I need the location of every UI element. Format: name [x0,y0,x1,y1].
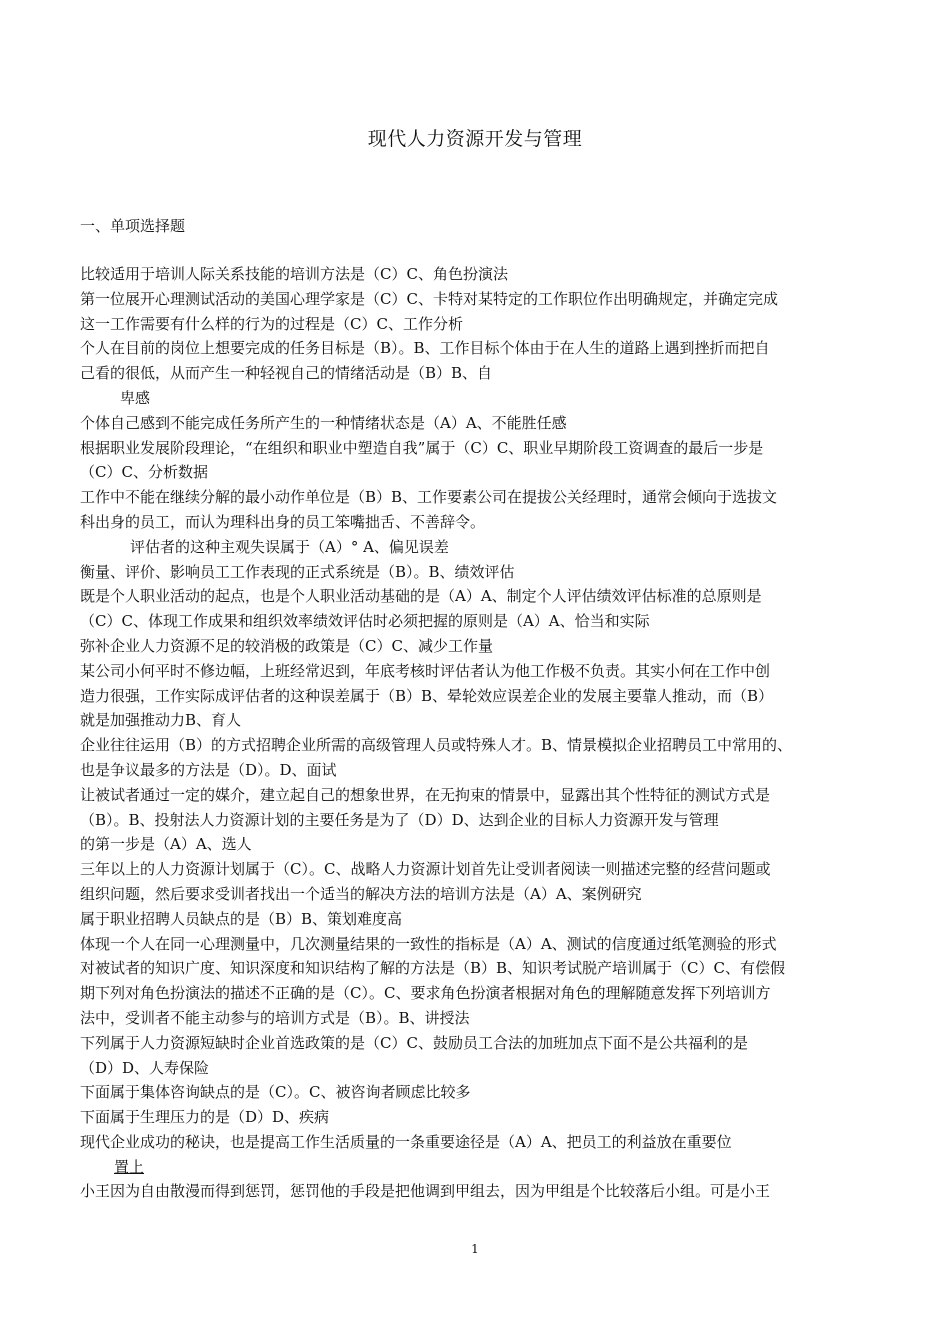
text-line: 工作中不能在继续分解的最小动作单位是（B）B、工作要素公司在提拔公关经理时，通常会倾向于选拔文 [80,488,778,507]
text-line: 评估者的这种主观失误属于（A）° A、偏见误差 [130,537,449,556]
text-line: 卑感 [120,388,151,407]
text-line: 也是争议最多的方法是（D）。D、面试 [80,760,337,779]
text-line: 就是加强推动力B、育人 [80,711,242,730]
section-heading: 一、单项选择题 [80,217,186,235]
text-line: 这一工作需要有什么样的行为的过程是（C）C、工作分析 [80,314,463,333]
text-line: 科出身的员工，而认为理科出身的员工笨嘴拙舌、不善辞令。 [80,512,486,531]
text-line: 企业往往运用（B）的方式招聘企业所需的高级管理人员或特殊人才。B、情景模拟企业招聘员工中常用的、 [80,736,793,755]
text-line: 三年以上的人力资源计划属于（C）。C、战略人力资源计划首先让受训者阅读一则描述完整的经营问题或 [80,860,771,879]
text-line: 第一位展开心理测试活动的美国心理学家是（C）C、卡特对某特定的工作职位作出明确规定，并确定完成 [80,289,778,308]
text-line: 根据职业发展阶段理论，“在组织和职业中塑造自我”属于（C）C、职业早期阶段工资调查的最后一步是 [80,438,764,457]
text-line: 组织问题，然后要求受训者找出一个适当的解决方法的培训方法是（A）A、案例研究 [80,884,642,903]
text-line: 衡量、评价、影响员工工作表现的正式系统是（B）。B、绩效评估 [80,562,515,581]
text-line: 对被试者的知识广度、知识深度和知识结构了解的方法是（B）B、知识考试脱产培训属于（C）C、有偿假 [80,959,786,978]
text-line: 小王因为自由散漫而得到惩罚，惩罚他的手段是把他调到甲组去，因为甲组是个比较落后小组。可是小王 [80,1182,771,1201]
document-title: 现代人力资源开发与管理 [367,128,583,150]
page-number: 1 [471,1242,479,1256]
text-line: 期下列对角色扮演法的描述不正确的是（C）。C、要求角色扮演者根据对角色的理解随意发挥下列培训方 [80,984,771,1003]
text-line: 下列属于人力资源短缺时企业首选政策的是（C）C、鼓励员工合法的加班加点下面不是公共福利的是 [80,1033,748,1052]
text-line: 既是个人职业活动的起点，也是个人职业活动基础的是（A）A、制定个人评估绩效评估标准的总原则是 [80,587,762,606]
text-line: 个人在目前的岗位上想要完成的任务目标是（B）。B、工作目标个体由于在人生的道路上遇到挫折而把自 [80,339,770,358]
text-line: （D）D、人寿保险 [80,1058,210,1077]
text-line: 某公司小何平时不修边幅，上班经常迟到，年底考核时评估者认为他工作极不负责。其实小何在工作中创 [80,661,771,680]
text-line: 比较适用于培训人际关系技能的培训方法是（C）C、角色扮演法 [80,265,508,283]
text-line: （C）C、体现工作成果和组织效率绩效评估时必须把握的原则是（A）A、恰当和实际 [80,612,650,631]
text-line: 置上 [114,1157,145,1176]
text-line: 个体自己感到不能完成任务所产生的一种情绪状态是（A）A、不能胜任感 [80,413,567,432]
text-line: 下面属于生理压力的是（D）D、疾病 [80,1108,330,1127]
text-line: 弥补企业人力资源不足的较消极的政策是（C）C、减少工作量 [80,636,493,655]
text-line: 造力很强，工作实际成评估者的这种误差属于（B）B、晕轮效应误差企业的发展主要靠人推动，而（B） [80,686,774,705]
text-line: 现代企业成功的秘诀，也是提高工作生活质量的一条重要途径是（A）A、把员工的利益放在重要位 [80,1132,732,1151]
text-line: 法中，受训者不能主动参与的培训方式是（B）。B、讲授法 [80,1008,470,1027]
text-line: 属于职业招聘人员缺点的是（B）B、策划难度高 [80,909,403,928]
document-body [80,262,870,1204]
text-line: 让被试者通过一定的媒介，建立起自己的想象世界，在无拘束的情景中，显露出其个性特征的测试方式是 [80,785,771,804]
text-line: 下面属于集体咨询缺点的是（C）。C、被咨询者顾虑比较多 [80,1083,471,1102]
text-line: （B）。B、投射法人力资源计划的主要任务是为了（D）D、达到企业的目标人力资源开发与管理 [80,810,719,829]
text-line: 己看的很低，从而产生一种轻视自己的情绪活动是（B）B、自 [80,364,493,383]
text-line: 的第一步是（A）A、选人 [80,835,252,854]
text-line: 体现一个人在同一心理测量中，几次测量结果的一致性的指标是（A）A、测试的信度通过纸笔测验的形式 [80,934,777,953]
text-line: （C）C、分析数据 [80,463,208,482]
